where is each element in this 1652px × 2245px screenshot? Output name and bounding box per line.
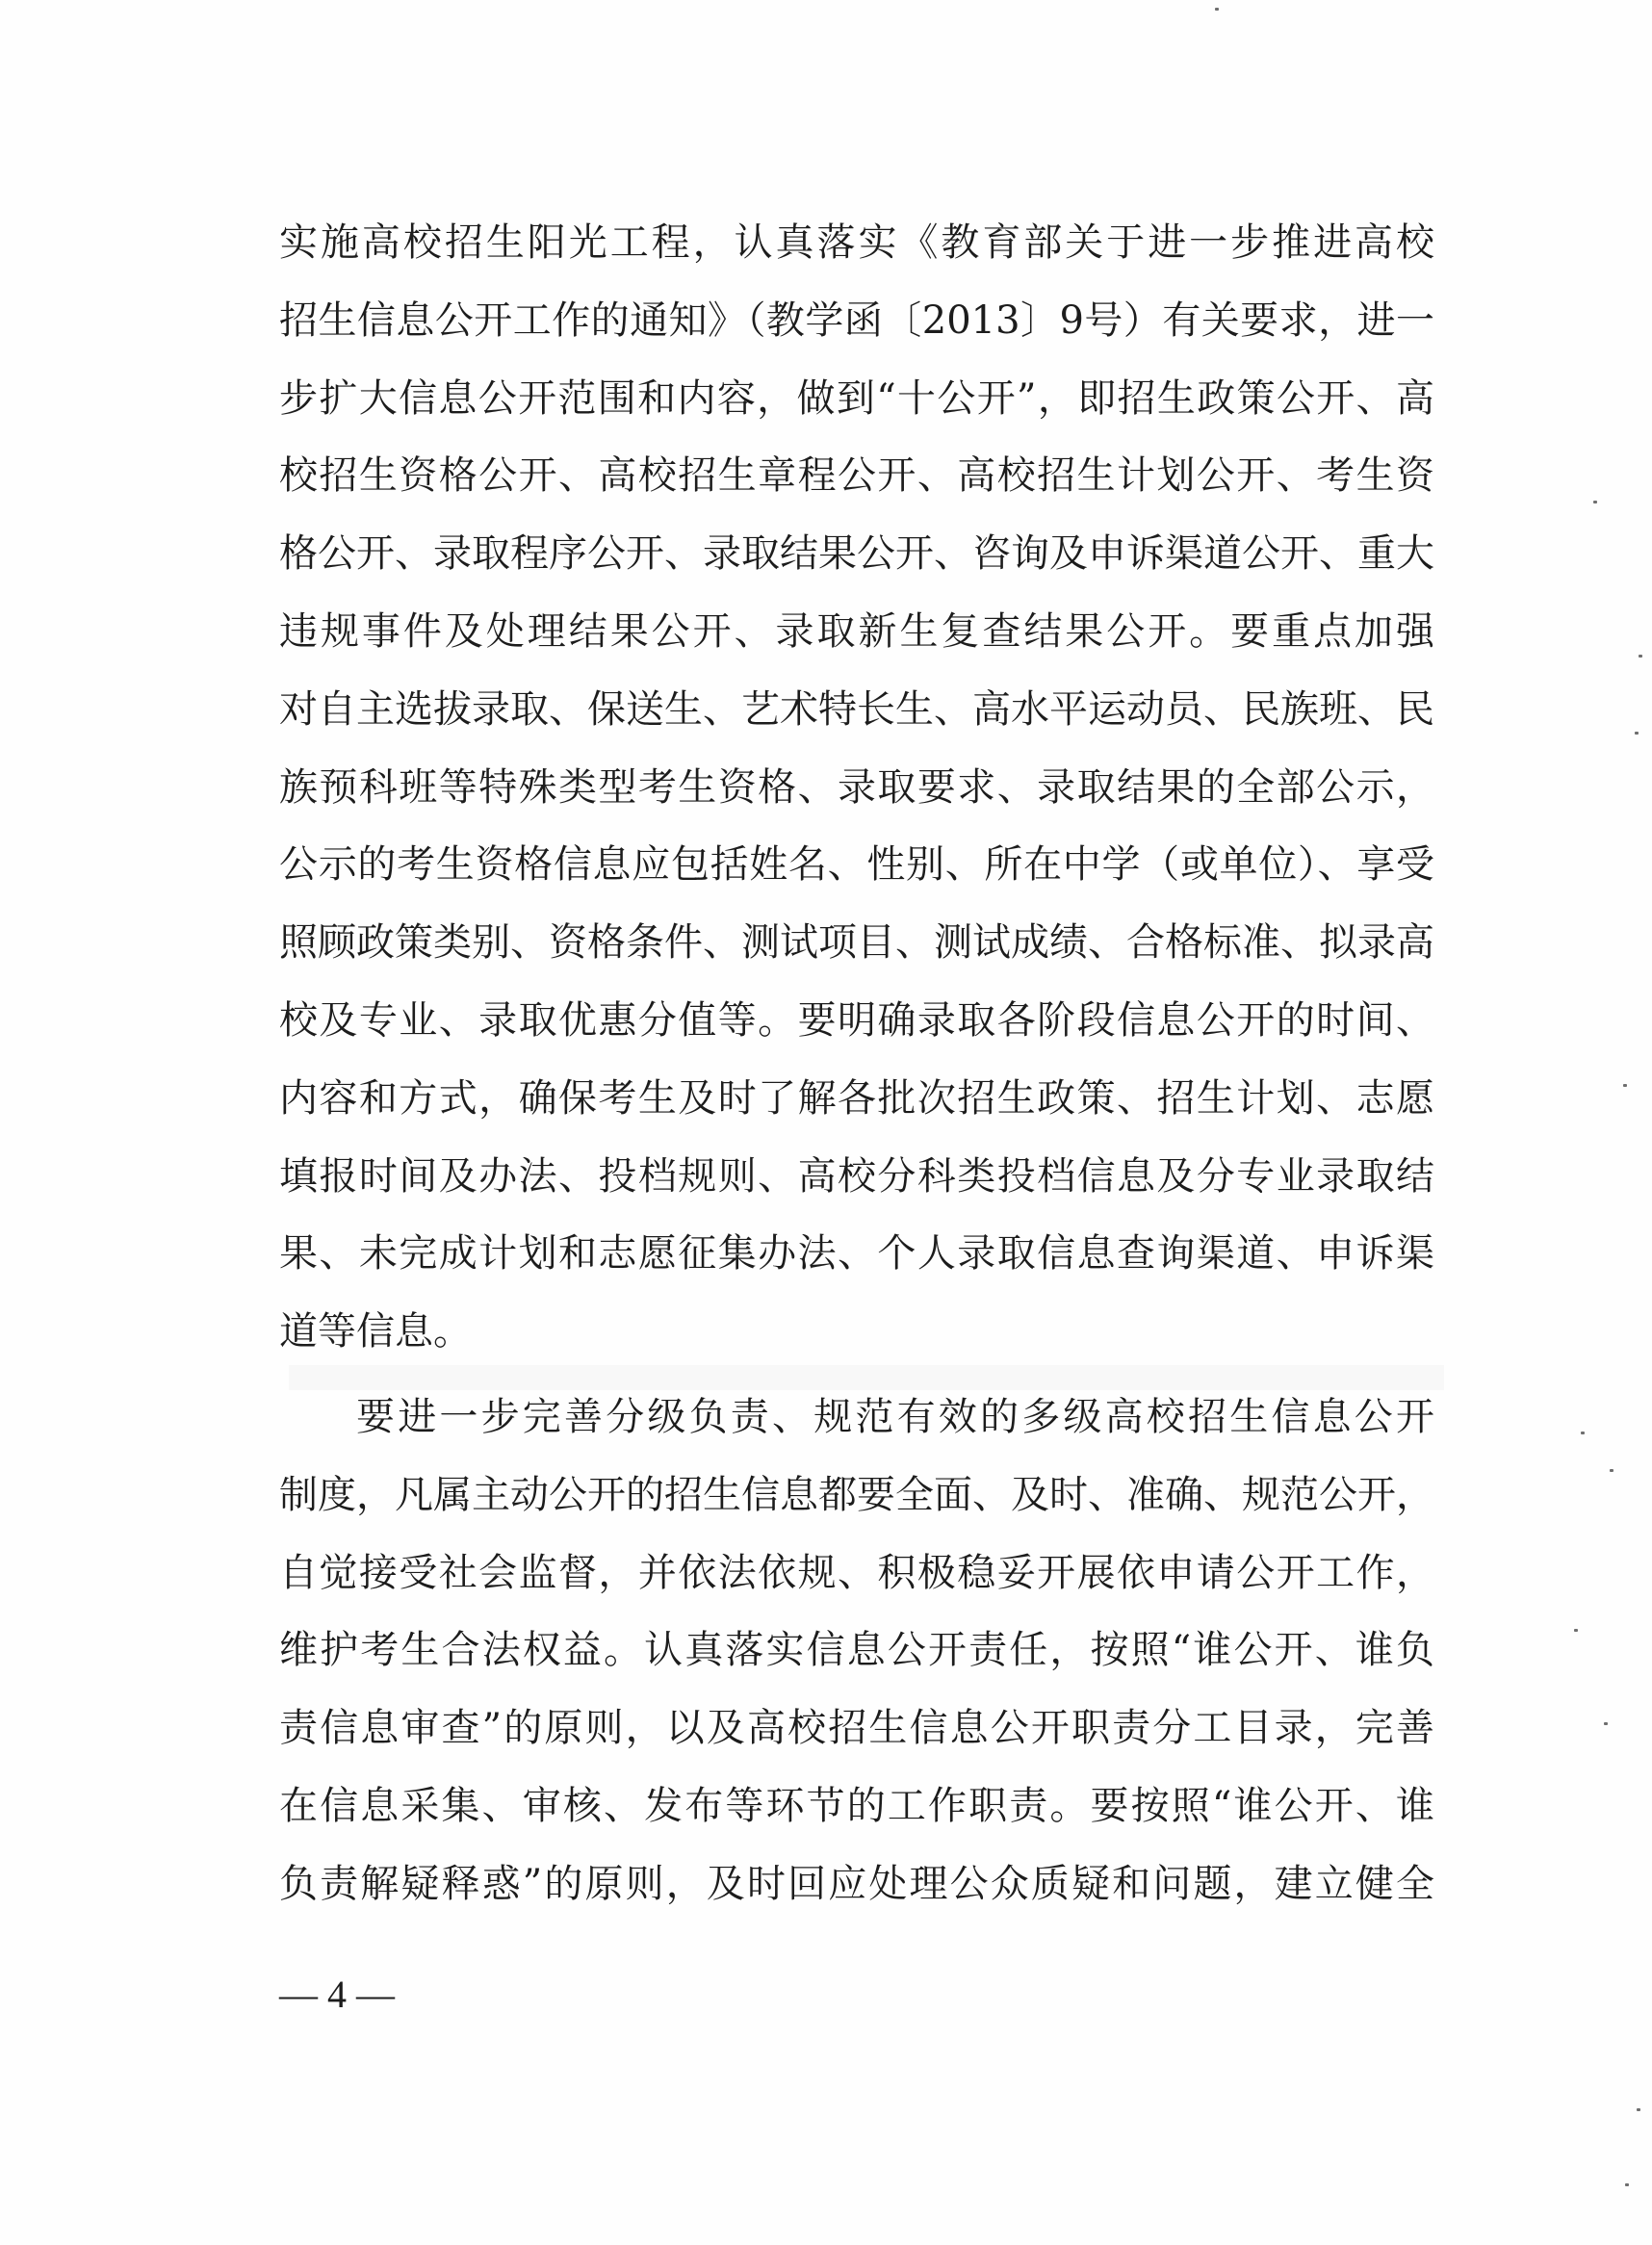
text-line: 步扩大信息公开范围和内容，做到“十公开”，即招生政策公开、高 [279,375,1434,421]
scan-speck [1574,1629,1578,1632]
text-line: 在信息采集、审核、发布等环节的工作职责。要按照“谁公开、谁 [279,1783,1434,1828]
text-line: 照顾政策类别、资格条件、测试项目、测试成绩、合格标准、拟录高 [279,920,1434,966]
scan-speck [1604,1722,1608,1725]
text-line: 维护考生合法权益。认真落实信息公开责任，按照“谁公开、谁负 [279,1628,1434,1673]
text-line: 族预科班等特殊类型考生资格、录取要求、录取结果的全部公示， [279,764,1434,810]
text-line: 校招生资格公开、高校招生章程公开、高校招生计划公开、考生资 [279,453,1434,499]
text-line: 道等信息。 [279,1309,472,1355]
scan-speck [1625,2183,1629,2186]
text-line: 对自主选拔录取、保送生、艺术特长生、高水平运动员、民族班、民 [279,686,1434,732]
text-line: 要进一步完善分级负责、规范有效的多级高校招生信息公开 [356,1394,1434,1439]
scan-speck [1215,8,1219,11]
text-line: 制度，凡属主动公开的招生信息都要全面、及时、准确、规范公开， [279,1472,1434,1517]
text-line: 自觉接受社会监督，并依法依规、积极稳妥开展依申请公开工作， [279,1550,1434,1595]
text-line: 内容和方式，确保考生及时了解各批次招生政策、招生计划、志愿 [279,1075,1434,1121]
page-number: — 4 — [279,1973,395,2016]
document-body [279,204,1434,1923]
paragraph-2 [279,1379,1434,1923]
scan-speck [1593,501,1597,503]
text-line: 实施高校招生阳光工程，认真落实《教育部关于进一步推进高校 [279,220,1434,265]
scan-speck [1581,1432,1585,1434]
text-line: 负责解疑释惑”的原则，及时回应处理公众质疑和问题，建立健全 [279,1861,1434,1906]
scan-speck [1637,2108,1640,2111]
scan-speck [1623,1084,1627,1087]
paragraph-gap [279,1371,1434,1379]
text-line: 招生信息公开工作的通知》（教学函〔2013〕9号）有关要求，进一 [279,297,1434,343]
scan-speck [1610,1469,1613,1472]
scan-speck [1639,655,1642,658]
paragraph-1 [279,204,1434,1371]
text-line: 格公开、录取程序公开、录取结果公开、咨询及申诉渠道公开、重大 [279,531,1434,577]
text-line: 果、未完成计划和志愿征集办法、个人录取信息查询渠道、申诉渠 [279,1231,1434,1277]
text-line: 公示的考生资格信息应包括姓名、性别、所在中学（或单位）、享受 [279,842,1434,888]
text-line: 违规事件及处理结果公开、录取新生复查结果公开。要重点加强 [279,608,1434,654]
scan-speck [1635,732,1639,735]
text-line: 校及专业、录取优惠分值等。要明确录取各阶段信息公开的时间、 [279,997,1434,1043]
text-line: 责信息审查”的原则，以及高校招生信息公开职责分工目录，完善 [279,1706,1434,1751]
text-line: 填报时间及办法、投档规则、高校分科类投档信息及分专业录取结 [279,1153,1434,1199]
